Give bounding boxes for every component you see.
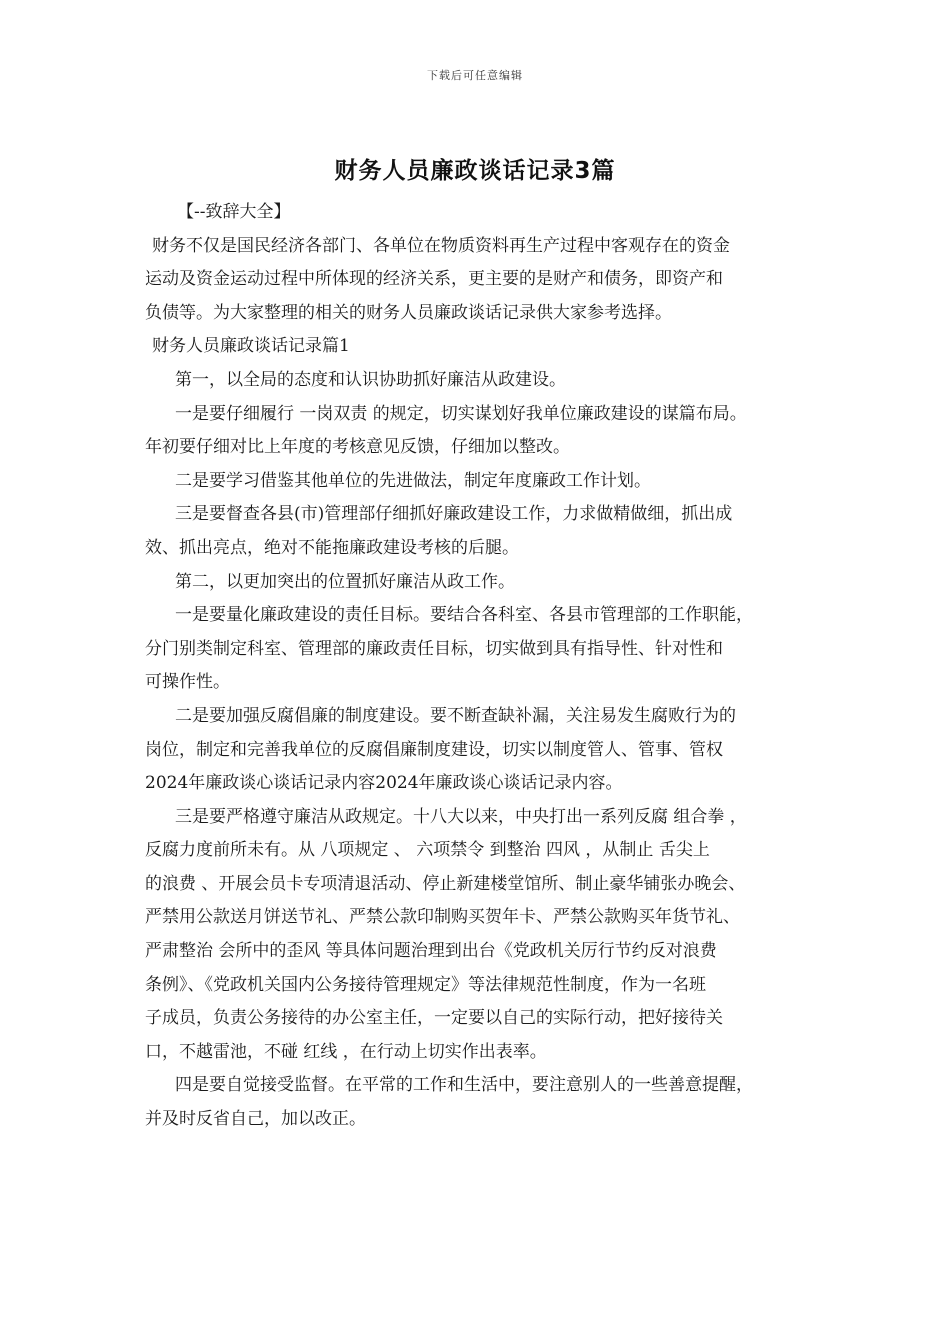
body-line: 财务不仅是国民经济各部门、各单位在物质资料再生产过程中客观存在的资金 xyxy=(152,235,730,256)
body-line: 严禁用公款送月饼送节礼、严禁公款印制购买贺年卡、严禁公款购买年货节礼、 xyxy=(145,907,740,928)
body-line: 财务人员廉政谈话记录篇1 xyxy=(152,336,350,357)
body-line: 三是要督查各县(市)管理部仔细抓好廉政建设工作，力求做精做细，抓出成 xyxy=(175,504,733,525)
body-line: 岗位，制定和完善我单位的反腐倡廉制度建设，切实以制度管人、管事、管权 xyxy=(145,739,723,760)
body-line: 的浪费 、开展会员卡专项清退活动、停止新建楼堂馆所、制止豪华铺张办晚会、 xyxy=(145,873,746,894)
body-line: 严肃整治 会所中的歪风 等具体问题治理到出台《党政机关厉行节约反对浪费 xyxy=(145,941,717,962)
body-line: 一是要仔细履行 一岗双责 的规定，切实谋划好我单位廉政建设的谋篇布局。 xyxy=(175,403,747,424)
body-line: 分门别类制定科室、管理部的廉政责任目标，切实做到具有指导性、针对性和 xyxy=(145,638,723,659)
body-line: 年初要仔细对比上年度的考核意见反馈，仔细加以整改。 xyxy=(145,437,570,458)
body-line: 反腐力度前所未有。从 八项规定 、 六项禁令 到整治 四风 ，从制止 舌尖上 xyxy=(145,840,710,861)
body-line: 一是要量化廉政建设的责任目标。要结合各科室、各县市管理部的工作职能， xyxy=(175,605,753,626)
body-line: 第一，以全局的态度和认识协助抓好廉洁从政建设。 xyxy=(175,369,566,390)
body-line: 第二，以更加突出的位置抓好廉洁从政工作。 xyxy=(175,571,515,592)
body-line: 可操作性。 xyxy=(145,672,230,693)
body-line: 2024年廉政谈心谈话记录内容2024年廉政谈心谈话记录内容。 xyxy=(145,773,623,794)
body-line: 二是要加强反腐倡廉的制度建设。要不断查缺补漏，关注易发生腐败行为的 xyxy=(175,705,736,726)
body-line: 运动及资金运动过程中所体现的经济关系，更主要的是财产和债务，即资产和 xyxy=(145,269,723,290)
body-line: 三是要严格遵守廉洁从政规定。十八大以来，中央打出一系列反腐 组合拳 ， xyxy=(175,806,747,827)
body-line: 四是要自觉接受监督。在平常的工作和生活中，要注意别人的一些善意提醒， xyxy=(175,1075,753,1096)
body-line: 口，不越雷池，不碰 红线 ，在行动上切实作出表率。 xyxy=(145,1041,547,1062)
body-line: 条例》、《党政机关国内公务接待管理规定》等法律规范性制度，作为一名班 xyxy=(145,974,706,995)
body-line: 子成员，负责公务接待的办公室主任，一定要以自己的实际行动，把好接待关 xyxy=(145,1008,723,1029)
document-body xyxy=(145,196,820,1137)
body-line: 【--致辞大全】 xyxy=(177,202,291,222)
body-line: 负债等。为大家整理的相关的财务人员廉政谈话记录供大家参考选择。 xyxy=(145,302,672,323)
body-line: 效、抓出亮点，绝对不能拖廉政建设考核的后腿。 xyxy=(145,537,519,558)
page-header-note: 下载后可任意编辑 xyxy=(427,69,523,82)
document-title: 财务人员廉政谈话记录3篇 xyxy=(334,158,616,184)
body-line: 并及时反省自己，加以改正。 xyxy=(145,1109,366,1130)
body-line: 二是要学习借鉴其他单位的先进做法，制定年度廉政工作计划。 xyxy=(175,470,651,491)
